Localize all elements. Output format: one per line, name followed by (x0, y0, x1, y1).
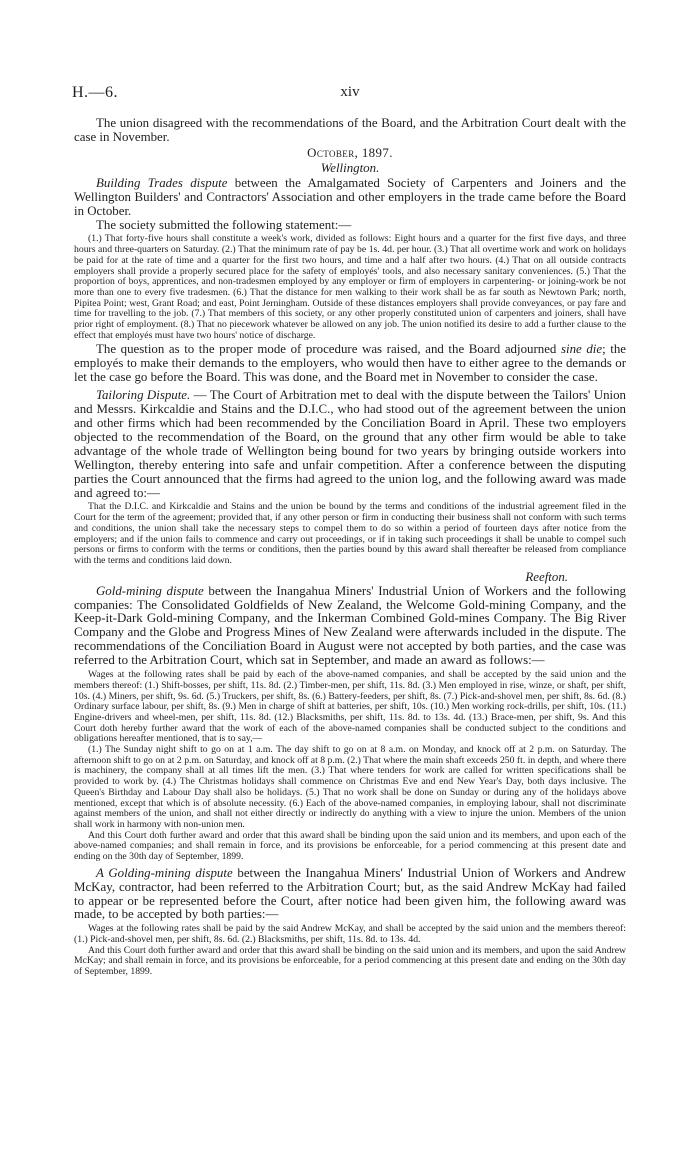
place-heading-wellington: Wellington. (320, 161, 380, 176)
goldmining-dispute-paragraph (74, 585, 626, 668)
intro-paragraph: The union disagreed with the recommendations of the Board, and the Arbitration Court dealt with the case in November. (74, 116, 626, 144)
document-body (74, 117, 626, 978)
page-header (72, 84, 628, 106)
procedure-text-before: The question as to the proper mode of procedure was raised, and the Board adjourned (96, 342, 561, 357)
golding-dispute-text: between the Inangahua Miners' Industrial Union of Workers and Andrew McKay, contractor, had been referred to the Arbitration Court; but, as the said Andrew McKay had failed to appear or be represented before the Court, after notice had been given him, the following award was made, to be accepted by both parties:— (74, 865, 626, 922)
golding-award-wages: Wages at the following rates shall be paid by the said Andrew McKay, and shall be accepted by the said union and the members thereof: (1.) Pick-and-shovel men, per shift, 8s. 6d. (2.) Blacksmiths, per shift, 11s. 8d. to 13s. 4d. (74, 923, 626, 946)
procedure-paragraph (74, 343, 626, 385)
goldmining-award-conditions: (1.) The Sunday night shift to go on at 1 a.m. The day shift to go on at 8 a.m. on Monday, and knock off at 2 p.m. on Saturday. The afternoon shift to go on at 2 p.m. on Saturday, and knock off at 8 p.m. (2.) That where the main shaft exceeds 250 ft. in depth, and where there is machinery, the company shall at all times lift the men. (3.) That where tenders for work are called for written specifications shall be provided to work by. (4.) The Christmas holidays shall commence on Christmas Eve and end New Year's Day, both days inclusive. The Queen's Birthday and Labour Day shall also be holidays. (5.) That no work shall be done on Sunday or during any of the holidays above mentioned, except that which is of absolute necessity. (6.) Each of the above-named companies, in employing labour, shall not discriminate against members of the union, and shall not either directly or indirectly do anything with a view to injure the union. Members of the union shall work in harmony with non-union men. (74, 744, 626, 830)
tailoring-award: That the D.I.C. and Kirkcaldie and Stains and the union be bound by the terms and conditions of the industrial agreement filed in the Court for the term of the agreement; provided that, if any other person or firm in conducting their business shall not conform with such terms and conditions, the union shall take the necessary steps to compel them to do so within a period of fourteen days after notice from the employers; and if the union fails to commence and carry out proceedings, or if in taking such proceedings it shall be unable to compel such persons or firms to conform with the terms or conditions, then the parties bound by this award shall thereafter be released from compliance with the terms and conditions laid down. (74, 501, 626, 566)
procedure-text-after: ; the employés to make their demands to the employers, who would then have to either agree to the demands or let the case go before the Board. This was done, and the Board met in November to consider the case. (74, 342, 626, 385)
society-statement: (1.) That forty-five hours shall constitute a week's work, divided as follows: Eight hours and a quarter for the first five days, and three hours and three-quarters on Saturday. (2.) That the minimum rate of pay be 1s. 4d. per hour. (3.) That all overtime work and work on holidays be paid for at the rate of time and a quarter for the first two hours, and time and a half after two hours. (4.) That on all outside contracts employers shall provide a properly secured place for the safety of employés' tools, and also necessary sanitary conveniences. (5.) That the proportion of boys, apprentices, and non-tradesmen employed by any employer or firm of employers in carpentering- or joining-work be not more than one to every five tradesmen. (6.) That the distance for men walking to their work shall be as far south as Newtown Park; north, Pipitea Point; west, Grant Road; and east, Point Jerningham. Outside of these distances employers shall provide conveyances, or pay fare and time for travelling to the job. (7.) That members of this society, or any other properly constituted union of carpenters and joiners, shall have prior right of employment. (8.) That no piecework whatever be allowed on any job. The union notified its desire to add a further clause to the effect that employés must have two hours' notice of discharge. (74, 233, 626, 341)
golding-dispute-paragraph (74, 867, 626, 923)
tailoring-dispute-text: — The Court of Arbitration met to deal with the dispute between the Tailors' Union and Messrs. Kirkcaldie and Stains and the D.I.C., who had stood out of the agreement between the union and other firms which had been recommended by the Conciliation Board in April. These two employers objected to the recommendation of the Board, on the ground that any other firm would be able to take advantage of the whole trade of Wellington being bound for two years by bringing outside workers into Wellington, thereby entering into safe and unfair competition. After a conference between the disputing parties the Court announced that the firms had agreed to the union log, and the following award was made and agreed to:— (74, 388, 627, 500)
goldmining-award-wages: Wages at the following rates shall be paid by each of the above-named companies, and shall be accepted by the said union and the members thereof: (1.) Shift-bosses, per shift, 11s. 8d. (2.) Timber-men, per shift, 11s. 8d. (3.) Men employed in rise, winze, or shaft, per shift, 10s. (4.) Miners, per shift, 9s. 6d. (5.) Truckers, per shift, 8s. (6.) Battery-feeders, per shift, 8s. (7.) Pick-and-shovel men, per shift, 8s. 6d. (8.) Ordinary surface labour, per shift, 8s. (9.) Men in charge of shift at batteries, per shift, 10s. (10.) Men working rock-drills, per shift, 10s. (11.) Engine-drivers and wheel-men, per shift, 11s. 8d. (12.) Blacksmiths, per shift, 11s. 8d. to 13s. 4d. (13.) Brace-men, per shift, 9s. And this Court doth hereby further award that the work of each of the above-named companies shall be conducted subject to the conditions and obligations hereafter mentioned, that is to say,— (74, 669, 626, 745)
procedure-sine-die: sine die (560, 342, 603, 357)
building-dispute-title: Building Trades dispute (96, 175, 228, 190)
golding-award-binding: And this Court doth further award and order that this award shall be binding on the said union and its members, and upon the said Andrew McKay; and shall remain in force, and its provisions be enforceable, for a period commencing at this present date and ending on the 30th day of September, 1899. (74, 944, 626, 978)
building-dispute-paragraph (74, 177, 626, 219)
golding-dispute-title: A Golding-mining dispute (96, 865, 233, 880)
page-number: xiv (340, 84, 360, 100)
section-heading: October, 1897. (307, 145, 393, 160)
statement-intro: The society submitted the following statement:— (96, 217, 352, 232)
tailoring-dispute-paragraph (74, 389, 626, 500)
document-id: H.—6. (72, 84, 119, 101)
goldmining-dispute-text: between the Inangahua Miners' Industrial Union of Workers and the following companies: The Consolidated Goldfields of New Zealand, the Welcome Gold-mining Company, and the Keep-it-Dark Gold-mining Company, and the Inkerman Combined Gold-mines Company. The Big River Company and the Globe and Progress Mines of New Zealand were afterwards included in the dispute. The recommendations of the Conciliation Board in August were not accepted by both parties, and the case was referred to the Arbitration Court, which sat in September, and made an award as follows:— (74, 583, 627, 668)
tailoring-dispute-title: Tailoring Dispute. (96, 388, 191, 403)
place-heading-reefton: Reefton. (525, 569, 568, 584)
goldmining-award-binding: And this Court doth further award and order that this award shall be binding upon the said union and its members, and upon each of the above-named companies; and shall remain in force, and its provisions be enforceable, for a period commencing at this present date and ending on the 30th day of September, 1899. (74, 829, 626, 863)
building-dispute-text: between the Amalgamated Society of Carpenters and Joiners and the Wellington Builders' and Contractors' Association and other employers in the trade came before the Board in October. (74, 175, 626, 218)
goldmining-dispute-title: Gold-mining dispute (96, 583, 204, 598)
